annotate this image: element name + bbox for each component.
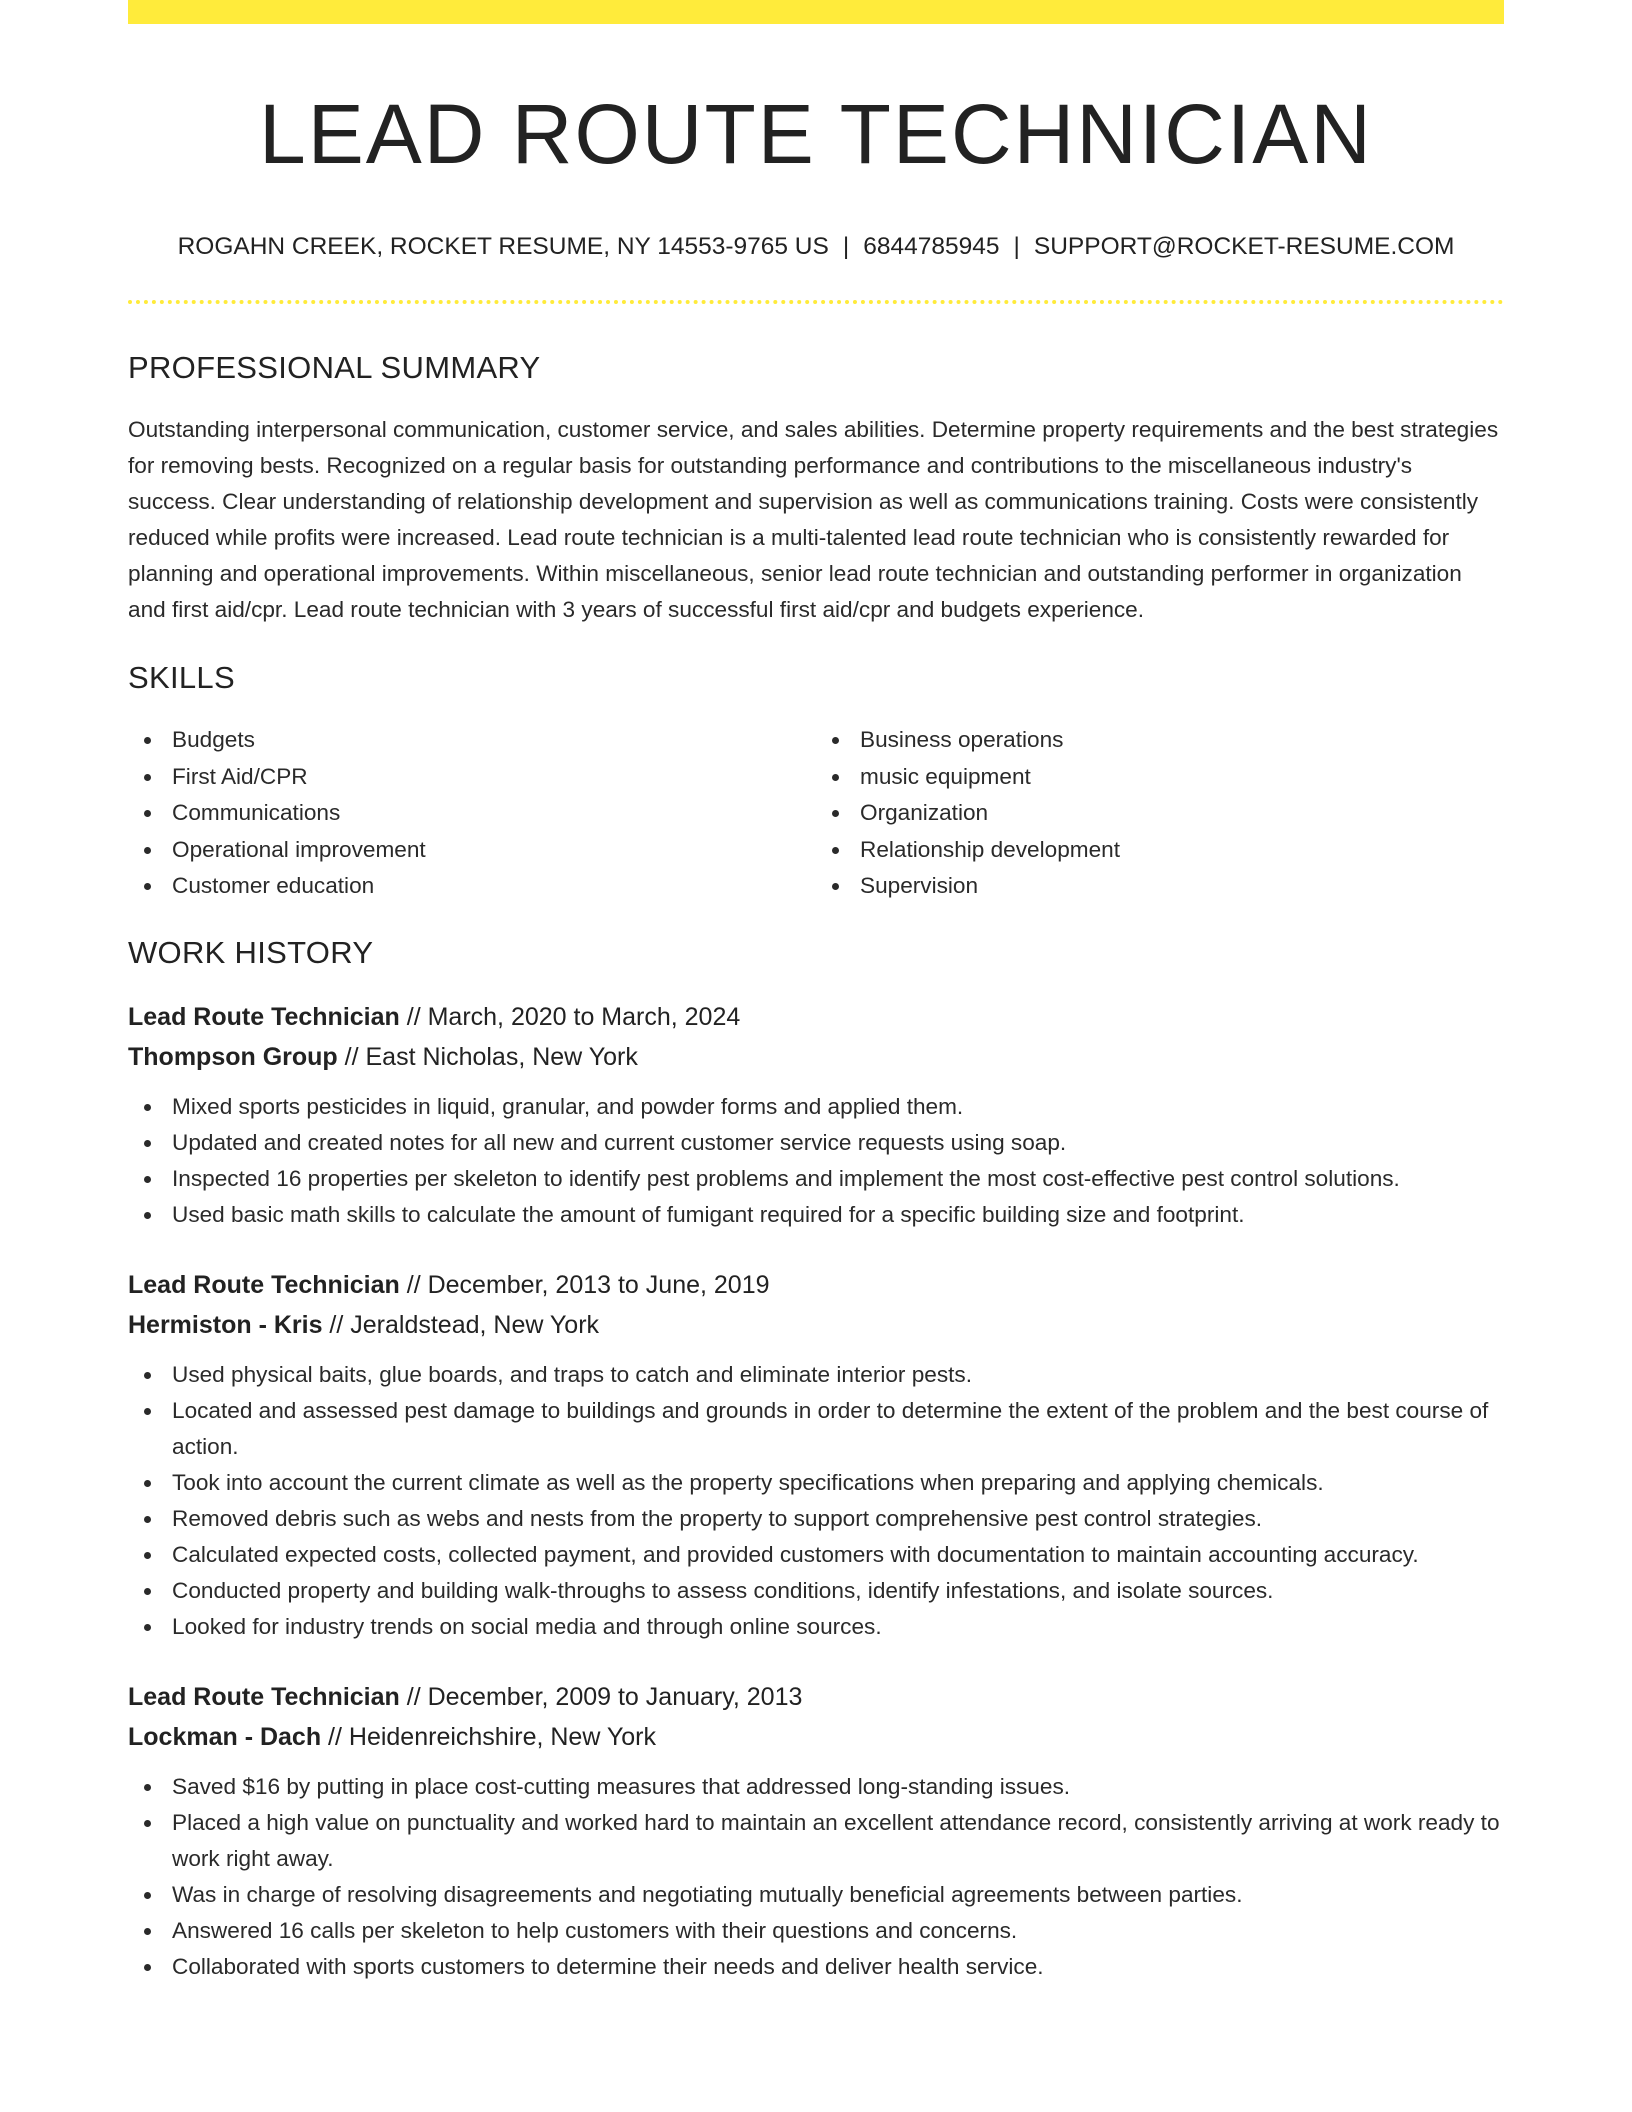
- skills-column-left: [128, 722, 816, 905]
- job-role-line: [128, 1265, 1504, 1305]
- job-company: Lockman - Dach: [128, 1722, 322, 1751]
- job-bullet: Looked for industry trends on social media and through online sources.: [128, 1609, 1504, 1645]
- skill-item: Budgets: [128, 722, 816, 759]
- job-bullet: Took into account the current climate as well as the property specifications when preparing and applying chemicals.: [128, 1465, 1504, 1501]
- summary-text: Outstanding interpersonal communication, customer service, and sales abilities. Determine property requirements and the best strategies for removing bests. Recognized on a regular basis for outstanding performance and contributions to the miscellaneous industry's success. Clear understanding of relationship development and supervision as well as communications training. Costs were consistently reduced while profits were increased. Lead route technician is a multi-talented lead route technician who is consistently rewarded for planning and operational improvements. Within miscellaneous, senior lead route technician and outstanding performer in organization and first aid/cpr. Lead route technician with 3 years of successful first aid/cpr and budgets experience.: [128, 417, 1499, 622]
- skill-item: Organization: [816, 795, 1504, 832]
- contact-phone: 6844785945: [863, 233, 1000, 260]
- contact-line: [128, 230, 1504, 264]
- resume-title: LEAD ROUTE TECHNICIAN: [259, 87, 1373, 181]
- job-location: // East Nicholas, New York: [337, 1042, 638, 1071]
- job-entry: [128, 1677, 1504, 1985]
- job-bullet: Used physical baits, glue boards, and traps to catch and eliminate interior pests.: [128, 1357, 1504, 1393]
- job-role: Lead Route Technician: [128, 1270, 400, 1299]
- skill-item: Communications: [128, 795, 816, 832]
- job-bullet: Was in charge of resolving disagreements and negotiating mutually beneficial agreements between parties.: [128, 1877, 1504, 1913]
- job-entry: [128, 1265, 1504, 1645]
- work-history-heading: WORK HISTORY: [128, 934, 374, 970]
- job-dates: // March, 2020 to March, 2024: [399, 1002, 741, 1031]
- contact-address: ROGAHN CREEK, ROCKET RESUME, NY 14553-9765 US: [177, 233, 829, 260]
- job-role: Lead Route Technician: [128, 1002, 400, 1031]
- job-bullet: Saved $16 by putting in place cost-cutting measures that addressed long-standing issues.: [128, 1769, 1504, 1805]
- job-company-line: [128, 1037, 1504, 1077]
- job-bullets: [128, 1769, 1504, 1985]
- job-company-line: [128, 1305, 1504, 1345]
- job-company: Thompson Group: [128, 1042, 338, 1071]
- job-dates: // December, 2013 to June, 2019: [399, 1270, 770, 1299]
- job-bullet: Removed debris such as webs and nests from the property to support comprehensive pest control strategies.: [128, 1501, 1504, 1537]
- skill-item: Supervision: [816, 868, 1504, 905]
- skills-list: [128, 722, 1504, 905]
- job-bullet: Placed a high value on punctuality and worked hard to maintain an excellent attendance record, consistently arriving at work ready to work right away.: [128, 1805, 1504, 1877]
- job-location: // Heidenreichshire, New York: [321, 1722, 656, 1751]
- job-bullets: [128, 1089, 1504, 1233]
- skill-item: Relationship development: [816, 832, 1504, 869]
- job-dates: // December, 2009 to January, 2013: [399, 1682, 803, 1711]
- resume-page: [128, 0, 1504, 1985]
- job-bullet: Updated and created notes for all new and current customer service requests using soap.: [128, 1125, 1504, 1161]
- job-bullet: Located and assessed pest damage to buildings and grounds in order to determine the extent of the problem and the best course of action.: [128, 1393, 1504, 1465]
- dotted-divider: [128, 300, 1504, 304]
- job-role: Lead Route Technician: [128, 1682, 400, 1711]
- job-company: Hermiston - Kris: [128, 1310, 323, 1339]
- job-bullet: Inspected 16 properties per skeleton to identify pest problems and implement the most cost-effective pest control solutions.: [128, 1161, 1504, 1197]
- job-bullets: [128, 1357, 1504, 1645]
- skills-heading: SKILLS: [128, 660, 235, 695]
- job-bullet: Collaborated with sports customers to determine their needs and deliver health service.: [128, 1949, 1504, 1985]
- job-bullet: Calculated expected costs, collected payment, and provided customers with documentation to maintain accounting accuracy.: [128, 1537, 1504, 1573]
- job-bullet: Used basic math skills to calculate the amount of fumigant required for a specific building size and footprint.: [128, 1197, 1504, 1233]
- contact-separator: |: [1013, 233, 1020, 260]
- skill-item: Operational improvement: [128, 832, 816, 869]
- skill-item: Business operations: [816, 722, 1504, 759]
- skill-item: music equipment: [816, 759, 1504, 796]
- skill-item: Customer education: [128, 868, 816, 905]
- job-bullet: Conducted property and building walk-throughs to assess conditions, identify infestations, and isolate sources.: [128, 1573, 1504, 1609]
- job-entry: [128, 997, 1504, 1233]
- contact-email: SUPPORT@ROCKET-RESUME.COM: [1033, 233, 1455, 260]
- job-company-line: [128, 1717, 1504, 1757]
- summary-heading: PROFESSIONAL SUMMARY: [128, 350, 541, 385]
- contact-separator: |: [842, 233, 850, 260]
- job-role-line: [128, 1677, 1504, 1717]
- skill-item: First Aid/CPR: [128, 759, 816, 796]
- job-bullet: Answered 16 calls per skeleton to help customers with their questions and concerns.: [128, 1913, 1504, 1949]
- top-accent-bar: [128, 0, 1504, 24]
- job-bullet: Mixed sports pesticides in liquid, granular, and powder forms and applied them.: [128, 1089, 1504, 1125]
- job-location: // Jeraldstead, New York: [322, 1310, 600, 1339]
- skills-column-right: [816, 722, 1504, 905]
- job-role-line: [128, 997, 1504, 1037]
